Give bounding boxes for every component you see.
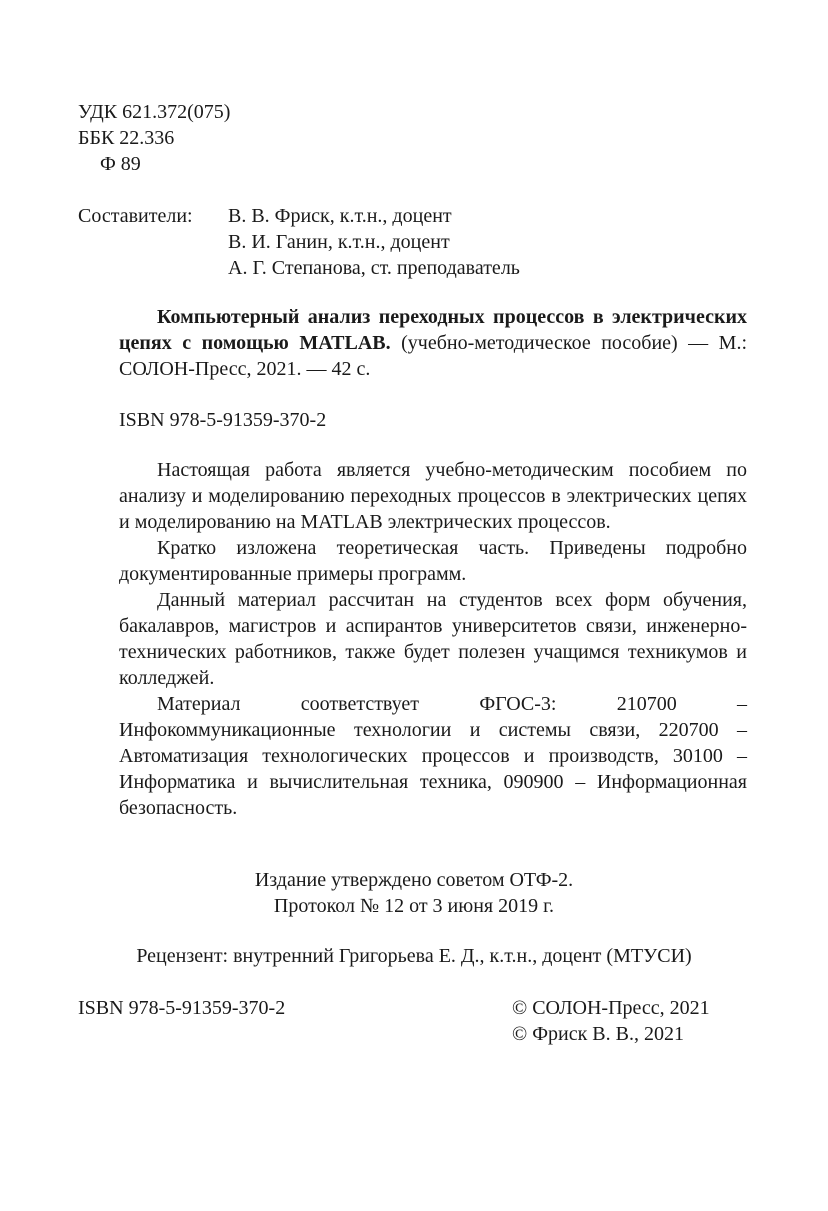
abstract-paragraph: Кратко изложена теоретическая часть. Приведены подробно документированные примеры программ. (119, 537, 747, 585)
protocol-line: Протокол № 12 от 3 июня 2019 г. (273, 895, 555, 917)
book-details: (учебно-методическое пособие) — М.: СОЛОН-Пресс, 2021. — 42 с. (119, 332, 748, 380)
compilers-label: Составители: (78, 205, 193, 227)
copyright-line: © Фриск В. В., 2021 (512, 1023, 684, 1045)
abstract-paragraph: Настоящая работа является учебно-методическим пособием по анализу и моделированию переходных процессов в электрических цепях и моделированию на MATLAB электрических процессов. (119, 459, 747, 533)
copyright-block (512, 995, 710, 1047)
isbn-bottom: ISBN 978-5-91359-370-2 (78, 997, 286, 1019)
approval-note (0, 867, 828, 919)
compiler-name: В. И. Ганин, к.т.н., доцент (228, 231, 450, 253)
compiler-name: А. Г. Степанова, ст. преподаватель (228, 257, 520, 279)
copyright-line: © СОЛОН-Пресс, 2021 (512, 997, 710, 1019)
abstract (119, 457, 747, 821)
book-title: Компьютерный анализ переходных процессов в электрических цепях с помощью MATLAB. (119, 306, 747, 354)
bbk-code: ББК 22.336 (78, 127, 175, 149)
reviewer-line: Рецензент: внутренний Григорьева Е. Д., к.т.н., доцент (МТУСИ) (136, 945, 692, 967)
compiler-name: В. В. Фриск, к.т.н., доцент (228, 205, 452, 227)
bibliographic-reference (119, 304, 747, 382)
abstract-paragraph: Материал соответствует ФГОС-3: 210700 – Инфокоммуникационные технологии и системы связи, 220700 – Автоматизация технологических процессов и производств, 30100 – Информатика и вычислительная техника, 090900 – Информационная безопасность. (119, 693, 747, 819)
abstract-paragraph: Данный материал рассчитан на студентов всех форм обучения, бакалавров, магистров и аспирантов университетов связи, инженерно-технических работников, также будет полезен учащимся техникумов и колледжей. (119, 589, 747, 689)
author-mark: Ф 89 (100, 153, 141, 175)
approval-line: Издание утверждено советом ОТФ-2. (254, 869, 574, 891)
isbn-top: ISBN 978-5-91359-370-2 (119, 409, 327, 431)
classification-codes (78, 99, 230, 177)
udk-code: УДК 621.372(075) (78, 101, 231, 123)
compilers-block (78, 203, 638, 281)
